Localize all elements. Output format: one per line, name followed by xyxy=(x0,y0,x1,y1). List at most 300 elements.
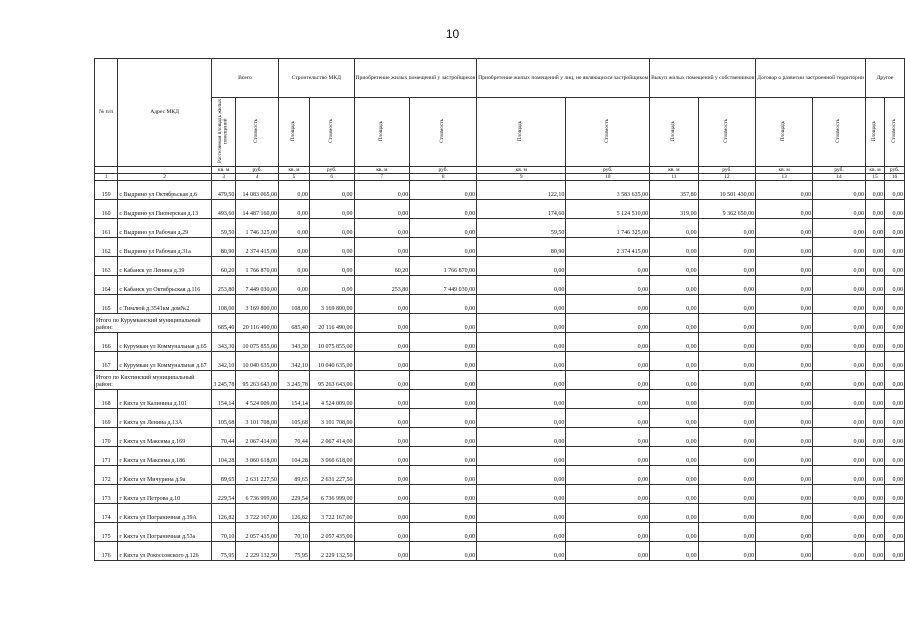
subheader-label: Площадь xyxy=(290,120,297,142)
value-cell: 0,00 xyxy=(410,219,477,238)
value-cell: 20 116 490,00 xyxy=(309,314,354,333)
header-group-purchase-developer: Приобретение жилых помещений у застройщиков xyxy=(354,59,477,98)
value-cell: 95 263 643,00 xyxy=(309,371,354,390)
value-cell: 2 229 132,50 xyxy=(236,542,279,561)
row-number: 159 xyxy=(95,181,118,200)
value-cell: 0,00 xyxy=(477,333,566,352)
row-number: 162 xyxy=(95,238,118,257)
value-cell: 0,00 xyxy=(885,371,905,390)
value-cell: 0,00 xyxy=(566,276,650,295)
subheader-cell xyxy=(211,98,235,167)
value-cell: 2 067 414,00 xyxy=(309,428,354,447)
unit-cell: руб. xyxy=(885,167,905,174)
subheader-cell xyxy=(236,98,279,167)
row-number: 176 xyxy=(95,542,118,561)
value-cell: 0,00 xyxy=(566,466,650,485)
value-cell: 0,00 xyxy=(885,390,905,409)
value-cell: 0,00 xyxy=(813,238,866,257)
value-cell: 0,00 xyxy=(410,238,477,257)
value-cell: 104,28 xyxy=(211,447,235,466)
value-cell: 0,00 xyxy=(865,200,884,219)
address-cell: с Кабанск ул Ленина д.39 xyxy=(118,257,212,276)
value-cell: 0,00 xyxy=(756,447,813,466)
value-cell: 6 736 999,00 xyxy=(309,485,354,504)
value-cell: 0,00 xyxy=(865,390,884,409)
value-cell: 229,54 xyxy=(211,485,235,504)
value-cell: 0,00 xyxy=(650,371,698,390)
table-row xyxy=(95,295,905,314)
value-cell: 0,00 xyxy=(354,390,410,409)
column-number-cell: 5 xyxy=(279,174,310,181)
row-number: 170 xyxy=(95,428,118,447)
value-cell: 108,00 xyxy=(211,295,235,314)
address-cell: с Выдрино ул Пионерская д.13 xyxy=(118,200,212,219)
value-cell: 493,60 xyxy=(211,200,235,219)
value-cell: 2 631 227,50 xyxy=(236,466,279,485)
value-cell: 0,00 xyxy=(813,409,866,428)
value-cell: 0,00 xyxy=(279,219,310,238)
value-cell: 0,00 xyxy=(650,276,698,295)
value-cell: 6 736 999,00 xyxy=(236,485,279,504)
value-cell: 0,00 xyxy=(698,428,756,447)
value-cell: 0,00 xyxy=(410,314,477,333)
column-numbers-row xyxy=(95,174,905,181)
subheader-label: Площадь xyxy=(670,120,677,142)
value-cell: 108,00 xyxy=(279,295,310,314)
value-cell: 0,00 xyxy=(885,428,905,447)
value-cell: 10 075 855,00 xyxy=(236,333,279,352)
value-cell: 0,00 xyxy=(885,200,905,219)
value-cell: 229,54 xyxy=(279,485,310,504)
unit-cell xyxy=(95,167,118,174)
header-group-row xyxy=(95,59,905,98)
column-number-cell: 7 xyxy=(354,174,410,181)
value-cell: 0,00 xyxy=(650,485,698,504)
value-cell: 0,00 xyxy=(410,200,477,219)
value-cell: 0,00 xyxy=(756,181,813,200)
row-number: 174 xyxy=(95,504,118,523)
value-cell: 10 501 430,00 xyxy=(698,181,756,200)
value-cell: 154,14 xyxy=(211,390,235,409)
value-cell: 0,00 xyxy=(813,257,866,276)
value-cell: 3 245,78 xyxy=(211,371,235,390)
value-cell: 0,00 xyxy=(309,219,354,238)
value-cell: 0,00 xyxy=(885,333,905,352)
value-cell: 343,30 xyxy=(211,333,235,352)
header-sub-row xyxy=(95,98,905,167)
address-cell: с Курумкан ул Коммунальная д.65 xyxy=(118,333,212,352)
unit-cell: кв. м xyxy=(279,167,310,174)
value-cell: 3 722 167,00 xyxy=(309,504,354,523)
value-cell: 0,00 xyxy=(756,390,813,409)
unit-cell: кв. м xyxy=(211,167,235,174)
value-cell: 0,00 xyxy=(885,314,905,333)
subheader-label: Площадь xyxy=(378,120,385,142)
value-cell: 0,00 xyxy=(566,390,650,409)
value-cell: 0,00 xyxy=(885,352,905,371)
value-cell: 0,00 xyxy=(865,485,884,504)
address-cell: с Тимлюй д.3541км дом№2 xyxy=(118,295,212,314)
header-group-development-contract: Договор о развитии застроенной территории xyxy=(756,59,866,98)
value-cell: 0,00 xyxy=(650,238,698,257)
subheader-cell xyxy=(566,98,650,167)
value-cell: 0,00 xyxy=(650,447,698,466)
value-cell: 0,00 xyxy=(410,542,477,561)
value-cell: 0,00 xyxy=(410,409,477,428)
value-cell: 0,00 xyxy=(477,314,566,333)
table-row xyxy=(95,466,905,485)
value-cell: 0,00 xyxy=(566,352,650,371)
value-cell: 0,00 xyxy=(650,352,698,371)
value-cell: 0,00 xyxy=(698,523,756,542)
value-cell: 89,65 xyxy=(211,466,235,485)
value-cell: 4 524 009,00 xyxy=(309,390,354,409)
table-row xyxy=(95,333,905,352)
subheader-cell xyxy=(813,98,866,167)
value-cell: 3 101 708,00 xyxy=(309,409,354,428)
value-cell: 0,00 xyxy=(566,447,650,466)
value-cell: 0,00 xyxy=(477,257,566,276)
value-cell: 80,90 xyxy=(477,238,566,257)
value-cell: 59,50 xyxy=(477,219,566,238)
subheader-cell xyxy=(756,98,813,167)
value-cell: 0,00 xyxy=(885,181,905,200)
subheader-cell xyxy=(650,98,698,167)
value-cell: 0,00 xyxy=(756,352,813,371)
value-cell: 0,00 xyxy=(865,181,884,200)
value-cell: 0,00 xyxy=(698,257,756,276)
value-cell: 0,00 xyxy=(865,428,884,447)
value-cell: 0,00 xyxy=(410,523,477,542)
value-cell: 0,00 xyxy=(410,295,477,314)
subheader-label: Площадь xyxy=(871,120,878,142)
value-cell: 0,00 xyxy=(756,485,813,504)
header-group-purchase-other: Приобретение жилых помещений у лиц, не являющихся застройщиком xyxy=(477,59,650,98)
value-cell: 20 116 490,00 xyxy=(236,314,279,333)
value-cell: 0,00 xyxy=(650,542,698,561)
value-cell: 0,00 xyxy=(477,409,566,428)
value-cell: 0,00 xyxy=(698,333,756,352)
address-cell: г Кяхта ул Калинина д.101 xyxy=(118,390,212,409)
value-cell: 0,00 xyxy=(354,219,410,238)
value-cell: 70,44 xyxy=(211,428,235,447)
value-cell: 5 124 510,00 xyxy=(566,200,650,219)
subheader-label: Стоимость xyxy=(327,119,334,143)
value-cell: 0,00 xyxy=(865,295,884,314)
header-group-total: Всего xyxy=(211,59,278,98)
value-cell: 0,00 xyxy=(279,238,310,257)
value-cell: 0,00 xyxy=(309,200,354,219)
unit-cell: руб. xyxy=(566,167,650,174)
subtotal-row xyxy=(95,371,905,390)
subtotal-row xyxy=(95,314,905,333)
value-cell: 0,00 xyxy=(354,523,410,542)
row-number: 161 xyxy=(95,219,118,238)
units-row xyxy=(95,167,905,174)
value-cell: 3 060 618,00 xyxy=(309,447,354,466)
value-cell: 0,00 xyxy=(279,276,310,295)
value-cell: 0,00 xyxy=(566,371,650,390)
subheader-cell xyxy=(410,98,477,167)
value-cell: 0,00 xyxy=(698,371,756,390)
address-cell: с Выдрино ул Октябрьская д.6 xyxy=(118,181,212,200)
value-cell: 2 374 415,00 xyxy=(566,238,650,257)
address-cell: г Кяхта ул Максима д.186 xyxy=(118,447,212,466)
value-cell: 2 057 435,00 xyxy=(309,523,354,542)
value-cell: 60,20 xyxy=(354,257,410,276)
value-cell: 0,00 xyxy=(813,523,866,542)
value-cell: 0,00 xyxy=(354,181,410,200)
value-cell: 1 746 325,00 xyxy=(236,219,279,238)
value-cell: 2 067 414,00 xyxy=(236,428,279,447)
value-cell: 357,80 xyxy=(650,181,698,200)
value-cell: 342,10 xyxy=(211,352,235,371)
value-cell: 0,00 xyxy=(756,523,813,542)
table-row xyxy=(95,390,905,409)
value-cell: 0,00 xyxy=(354,428,410,447)
value-cell: 95 263 643,00 xyxy=(236,371,279,390)
value-cell: 0,00 xyxy=(698,314,756,333)
column-number-cell: 10 xyxy=(566,174,650,181)
value-cell: 0,00 xyxy=(566,333,650,352)
column-number-cell: 9 xyxy=(477,174,566,181)
table-row xyxy=(95,523,905,542)
header-group-buyout: Выкуп жилых помещений у собственников xyxy=(650,59,756,98)
unit-cell: руб. xyxy=(236,167,279,174)
column-number-cell: 1 xyxy=(95,174,118,181)
value-cell: 70,10 xyxy=(279,523,310,542)
value-cell: 0,00 xyxy=(865,523,884,542)
address-cell: с Курумкан ул Коммунальная д.67 xyxy=(118,352,212,371)
value-cell: 154,14 xyxy=(279,390,310,409)
value-cell: 0,00 xyxy=(650,428,698,447)
column-number-cell: 12 xyxy=(698,174,756,181)
value-cell: 0,00 xyxy=(566,257,650,276)
value-cell: 0,00 xyxy=(410,352,477,371)
value-cell: 0,00 xyxy=(885,504,905,523)
column-number-cell: 8 xyxy=(410,174,477,181)
value-cell: 0,00 xyxy=(354,371,410,390)
address-cell: г Кяхта ул Ленина д.13А xyxy=(118,409,212,428)
column-number-cell: 16 xyxy=(885,174,905,181)
value-cell: 0,00 xyxy=(354,447,410,466)
value-cell: 0,00 xyxy=(279,181,310,200)
value-cell: 104,28 xyxy=(279,447,310,466)
value-cell: 0,00 xyxy=(885,523,905,542)
value-cell: 0,00 xyxy=(813,371,866,390)
value-cell: 0,00 xyxy=(698,409,756,428)
value-cell: 7 449 030,00 xyxy=(236,276,279,295)
subheader-label: Стоимость xyxy=(723,119,730,143)
value-cell: 0,00 xyxy=(865,238,884,257)
value-cell: 0,00 xyxy=(410,466,477,485)
value-cell: 0,00 xyxy=(477,295,566,314)
value-cell: 2 057 435,00 xyxy=(236,523,279,542)
row-number: 167 xyxy=(95,352,118,371)
row-number: 171 xyxy=(95,447,118,466)
address-cell: г Кяхта ул Максима д.169 xyxy=(118,428,212,447)
table-row xyxy=(95,219,905,238)
value-cell: 0,00 xyxy=(756,428,813,447)
value-cell: 14 487 160,00 xyxy=(236,200,279,219)
address-cell: г Кяхта ул Рокоссовского д.126 xyxy=(118,542,212,561)
value-cell: 0,00 xyxy=(650,504,698,523)
value-cell: 0,00 xyxy=(885,485,905,504)
value-cell: 0,00 xyxy=(865,333,884,352)
value-cell: 0,00 xyxy=(885,447,905,466)
value-cell: 0,00 xyxy=(813,200,866,219)
value-cell: 0,00 xyxy=(279,257,310,276)
value-cell: 0,00 xyxy=(354,238,410,257)
value-cell: 0,00 xyxy=(756,504,813,523)
value-cell: 0,00 xyxy=(354,542,410,561)
value-cell: 0,00 xyxy=(309,276,354,295)
value-cell: 0,00 xyxy=(650,523,698,542)
value-cell: 0,00 xyxy=(410,504,477,523)
value-cell: 75,95 xyxy=(211,542,235,561)
column-number-cell: 14 xyxy=(813,174,866,181)
row-number: 164 xyxy=(95,276,118,295)
value-cell: 0,00 xyxy=(698,485,756,504)
subtotal-label: Итого по Курумканский муниципальный район: xyxy=(95,314,212,333)
value-cell: 0,00 xyxy=(698,466,756,485)
address-cell: с Выдрино ул Рабочая д.31а xyxy=(118,238,212,257)
value-cell: 0,00 xyxy=(410,485,477,504)
value-cell: 2 374 415,00 xyxy=(236,238,279,257)
unit-cell: руб. xyxy=(309,167,354,174)
address-cell: г Кяхта ул Пограничная д.39А xyxy=(118,504,212,523)
value-cell: 0,00 xyxy=(566,428,650,447)
value-cell: 0,00 xyxy=(698,276,756,295)
value-cell: 0,00 xyxy=(477,428,566,447)
value-cell: 0,00 xyxy=(885,276,905,295)
value-cell: 0,00 xyxy=(566,314,650,333)
value-cell: 0,00 xyxy=(566,485,650,504)
row-number: 163 xyxy=(95,257,118,276)
table-row xyxy=(95,352,905,371)
unit-cell: кв. м xyxy=(477,167,566,174)
table-row xyxy=(95,447,905,466)
subheader-cell xyxy=(477,98,566,167)
value-cell: 0,00 xyxy=(309,257,354,276)
value-cell: 0,00 xyxy=(756,466,813,485)
address-cell: г Кяхта ул Петрова д.10 xyxy=(118,485,212,504)
value-cell: 0,00 xyxy=(354,200,410,219)
value-cell: 0,00 xyxy=(813,485,866,504)
value-cell: 80,90 xyxy=(211,238,235,257)
value-cell: 685,40 xyxy=(211,314,235,333)
value-cell: 0,00 xyxy=(865,314,884,333)
value-cell: 0,00 xyxy=(650,409,698,428)
header-address: Адрес МКД xyxy=(118,59,212,167)
value-cell: 0,00 xyxy=(650,219,698,238)
value-cell: 0,00 xyxy=(477,371,566,390)
value-cell: 3 245,78 xyxy=(279,371,310,390)
value-cell: 0,00 xyxy=(477,390,566,409)
value-cell: 0,00 xyxy=(650,295,698,314)
value-cell: 3 101 708,00 xyxy=(236,409,279,428)
value-cell: 0,00 xyxy=(813,390,866,409)
value-cell: 0,00 xyxy=(354,333,410,352)
value-cell: 0,00 xyxy=(698,219,756,238)
value-cell: 0,00 xyxy=(410,428,477,447)
value-cell: 0,00 xyxy=(477,447,566,466)
value-cell: 0,00 xyxy=(813,314,866,333)
value-cell: 60,20 xyxy=(211,257,235,276)
address-cell: г Кяхта ул Мичурина д.9а xyxy=(118,466,212,485)
value-cell: 0,00 xyxy=(698,295,756,314)
value-cell: 3 060 618,00 xyxy=(236,447,279,466)
value-cell: 0,00 xyxy=(756,257,813,276)
value-cell: 0,00 xyxy=(477,523,566,542)
value-cell: 0,00 xyxy=(756,314,813,333)
value-cell: 685,40 xyxy=(279,314,310,333)
column-number-cell: 6 xyxy=(309,174,354,181)
value-cell: 2 229 132,50 xyxy=(309,542,354,561)
value-cell: 0,00 xyxy=(813,504,866,523)
table-body xyxy=(95,181,905,561)
value-cell: 0,00 xyxy=(566,523,650,542)
value-cell: 14 083 065,00 xyxy=(236,181,279,200)
value-cell: 0,00 xyxy=(756,238,813,257)
unit-cell: кв. м xyxy=(865,167,884,174)
subheader-cell xyxy=(354,98,410,167)
value-cell: 0,00 xyxy=(410,181,477,200)
value-cell: 0,00 xyxy=(309,181,354,200)
value-cell: 0,00 xyxy=(885,409,905,428)
table-row xyxy=(95,485,905,504)
value-cell: 0,00 xyxy=(813,447,866,466)
table-row xyxy=(95,257,905,276)
header-group-other: Другое xyxy=(865,59,904,98)
value-cell: 0,00 xyxy=(813,295,866,314)
value-cell: 0,00 xyxy=(354,466,410,485)
value-cell: 0,00 xyxy=(865,447,884,466)
value-cell: 70,10 xyxy=(211,523,235,542)
value-cell: 0,00 xyxy=(865,352,884,371)
value-cell: 0,00 xyxy=(566,295,650,314)
value-cell: 0,00 xyxy=(756,542,813,561)
value-cell: 0,00 xyxy=(756,200,813,219)
value-cell: 0,00 xyxy=(698,390,756,409)
value-cell: 0,00 xyxy=(477,276,566,295)
value-cell: 10 040 635,00 xyxy=(236,352,279,371)
subheader-cell xyxy=(309,98,354,167)
value-cell: 0,00 xyxy=(885,542,905,561)
value-cell: 0,00 xyxy=(756,409,813,428)
subheader-label: Стоимость xyxy=(890,119,897,143)
value-cell: 0,00 xyxy=(410,333,477,352)
value-cell: 0,00 xyxy=(885,295,905,314)
value-cell: 0,00 xyxy=(650,466,698,485)
value-cell: 0,00 xyxy=(650,314,698,333)
unit-cell: руб. xyxy=(813,167,866,174)
value-cell: 0,00 xyxy=(756,371,813,390)
value-cell: 0,00 xyxy=(813,466,866,485)
subheader-label: Площадь xyxy=(780,120,787,142)
value-cell: 1 746 325,00 xyxy=(566,219,650,238)
value-cell: 0,00 xyxy=(410,447,477,466)
value-cell: 2 631 227,50 xyxy=(309,466,354,485)
resettlement-table xyxy=(94,58,905,561)
value-cell: 0,00 xyxy=(354,295,410,314)
value-cell: 3 722 167,00 xyxy=(236,504,279,523)
value-cell: 0,00 xyxy=(756,333,813,352)
value-cell: 3 169 800,00 xyxy=(309,295,354,314)
value-cell: 0,00 xyxy=(865,276,884,295)
value-cell: 0,00 xyxy=(410,371,477,390)
value-cell: 122,10 xyxy=(477,181,566,200)
